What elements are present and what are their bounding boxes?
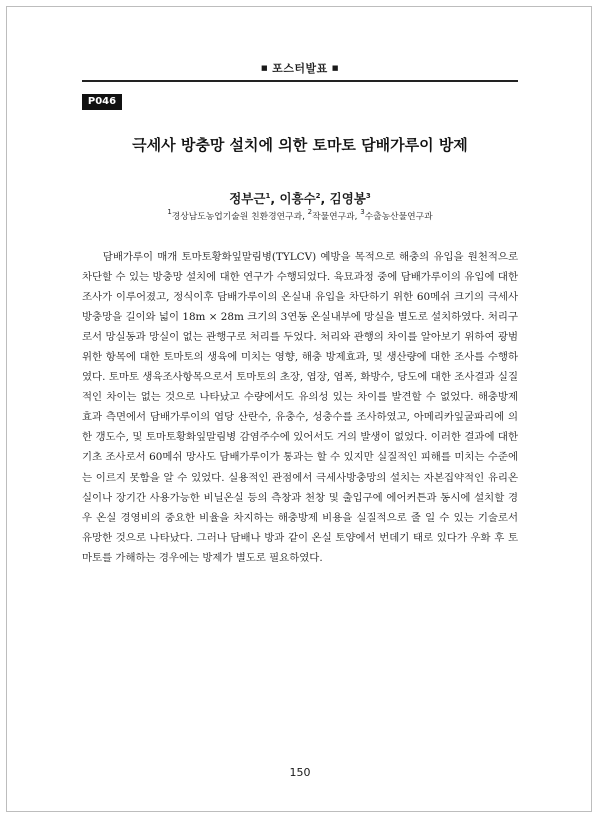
affiliation-mark: 1 [167,208,172,216]
header-divider [82,80,518,82]
affiliation-name: 수출농산물연구과 [364,212,433,222]
affiliation-separator: , [302,212,308,222]
author-list [60,189,540,207]
affiliation-mark: 2 [307,208,313,216]
affiliation-separator: , [354,212,361,222]
poster-id-badge: P046 [82,94,122,110]
affiliation-name: 경상남도농업기술원 친환경연구과 [171,212,303,222]
square-bullet-icon: ■ [261,64,269,72]
author-affiliation-mark: 1 [265,192,271,200]
author-name: 정부근 [229,191,266,206]
page-number: 150 [289,766,311,779]
abstract-body: 담배가루이 매개 토마토황화잎말림병(TYLCV) 예방을 목적으로 해충의 유입을 원천적으로 차단할 수 있는 방충망 설치에 대한 연구가 수행되었다. 육묘과정 중에 담배가루이의 유입에 대한 조사가 이루어졌고, 정식이후 담배가루이의 온실내 유입을 차단하기 위한 60메쉬 크기의 극세사방충망을 길이와 넓이 18m × 28m 크기의 3연동 온실내부에 망실을 별도로 설치하였다. 처리구로서 망실동과 망실이 없는 관행구로 처리를 두었다. 처리와 관행의 차이를 알아보기 위하여 광범위한 항목에 대한 토마토의 생육에 미치는 영향, 해충 방제효과, 및 생산량에 대한 조사를 수행하였다. 토마토 생육조사항목으로서 토마토의 초장, 엽장, 엽폭, 화방수, 당도에 대한 조사결과 실질적인 차이는 없는 것으로 나타났고 수량에서도 유의성 있는 차이를 발견할 수 없었다. 해충방제 효과 측면에서 담배가루이의 엽당 산란수, 유충수, 성충수를 조사하였고, 아메리카잎굴파리에 의한 갱도수, 및 토마토황화잎말림병 감염주수에 있어서도 거의 발생이 없었다. 이러한 결과에 대한 기초 조사로서 60메쉬 망사도 담배가루이가 통과는 할 수 있지만 실질적인 피해를 미치는 수준에는 이르지 못함을 알 수 있었다. 실용적인 관점에서 극세사방충망의 설치는 자본집약적인 유리온실이나 장기간 사용가능한 비닐온실 등의 측창과 천창 및 출입구에 에어커튼과 동시에 설치할 경우 온실 경영비의 중요한 비율을 차지하는 해충방제 비용을 실질적으로 줄 일 수 있는 기술로서 유망한 것으로 나타났다. 그러나 담배나 방과 같이 온실 토양에서 번데기 태로 있다가 우화 후 토마토를 가해하는 경우에는 방제가 별도로 필요하였다. [82,251,518,564]
affiliation-list [60,209,540,222]
author-name: 이흥수 [279,191,316,206]
affiliation-name: 작물연구과 [312,212,355,222]
author-separator: , [320,191,330,206]
author-separator: , [270,191,280,206]
section-label: 포스터발표 [272,62,328,75]
section-header [0,60,600,76]
author-name: 김영봉 [329,191,366,206]
author-affiliation-mark: 3 [365,192,371,200]
affiliation-mark: 3 [360,208,365,216]
author-affiliation-mark: 2 [315,192,321,200]
paper-title: 극세사 방충망 설치에 의한 토마토 담배가루이 방제 [132,136,468,154]
square-bullet-icon: ■ [331,64,339,72]
